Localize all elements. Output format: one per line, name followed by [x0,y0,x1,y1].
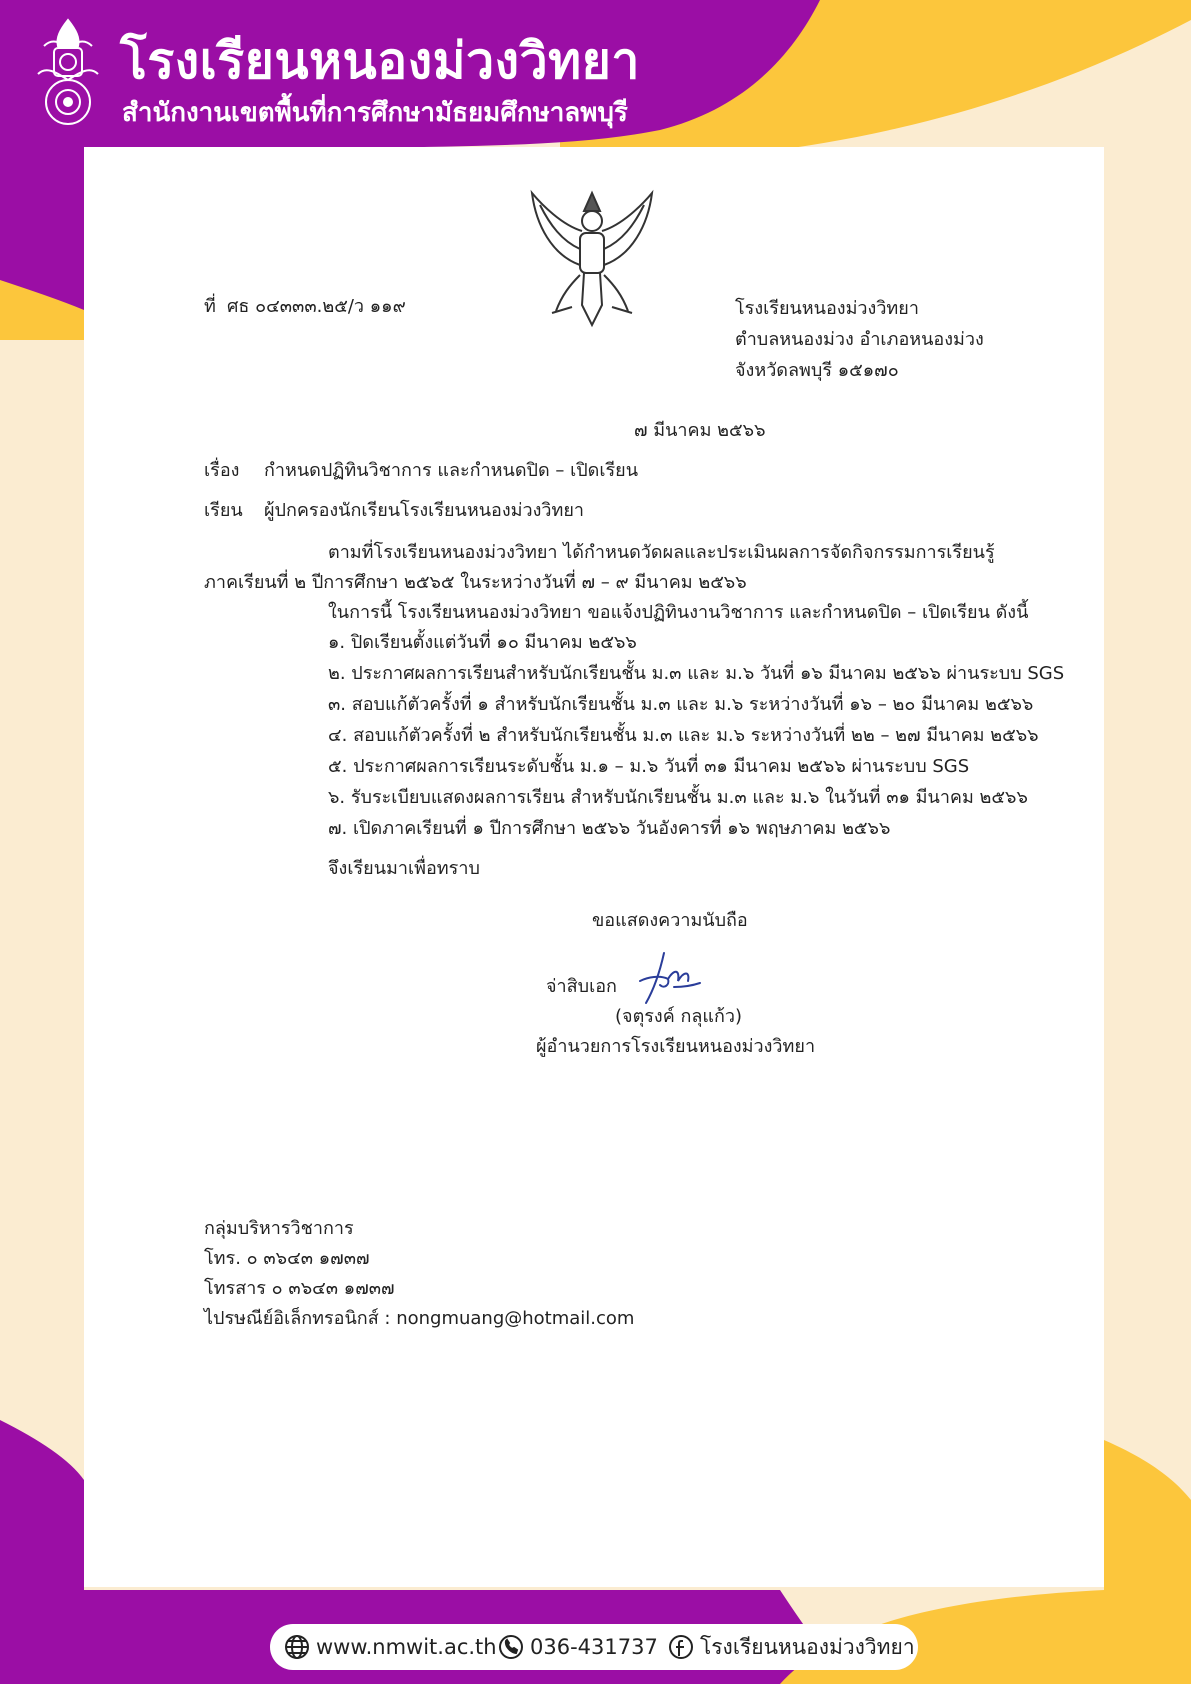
signer-name: (จตุรงค์ กลุแก้ว) [615,1006,743,1027]
list-item: ๔. สอบแก้ตัวครั้งที่ ๒ สำหรับนักเรียนชั้น ม.๓ และ ม.๖ ระหว่างวันที่ ๒๒ – ๒๗ มีนาคม ๒๕๖๖ [328,725,1039,746]
regards: ขอแสดงความนับถือ [592,910,748,931]
school-subtitle: สำนักงานเขตพื้นที่การศึกษามัธยมศึกษาลพบุรี [122,98,628,128]
address-line-1: โรงเรียนหนองม่วงวิทยา [735,298,919,319]
footer-phone-text: 036-431737 [530,1635,658,1659]
signer-rank: จ่าสิบเอก [546,976,617,997]
ref-label: ที่ [204,296,216,317]
garuda-emblem-icon [522,185,662,335]
footer-facebook[interactable] [668,1624,915,1670]
contact-phone: โทร. ๐ ๓๖๔๓ ๑๗๓๗ [204,1248,370,1269]
footer-facebook-text: โรงเรียนหนองม่วงวิทยา [700,1634,915,1659]
phone-icon [498,1634,524,1660]
paragraph-1-line-2: ภาคเรียนที่ ๒ ปีการศึกษา ๒๕๖๕ ในระหว่างวันที่ ๗ – ๙ มีนาคม ๒๕๖๖ [204,572,747,593]
contact-email: ไปรษณีย์อิเล็กทรอนิกส์ : nongmuang@hotmail.com [204,1308,635,1329]
address-line-2: ตำบลหนองม่วง อำเภอหนองม่วง [735,329,984,350]
paragraph-1-line-1: ตามที่โรงเรียนหนองม่วงวิทยา ได้กำหนดวัดผลและประเมินผลการจัดกิจกรรมการเรียนรู้ [328,542,995,563]
contact-fax: โทรสาร ๐ ๓๖๔๓ ๑๗๓๗ [204,1278,395,1299]
list-item: ๕. ประกาศผลการเรียนระดับชั้น ม.๑ – ม.๖ วันที่ ๓๑ มีนาคม ๒๕๖๖ ผ่านระบบ SGS [328,756,970,777]
closing-line: จึงเรียนมาเพื่อทราบ [328,858,480,879]
list-item: ๖. รับระเบียบแสดงผลการเรียน สำหรับนักเรียนชั้น ม.๓ และ ม.๖ ในวันที่ ๓๑ มีนาคม ๒๕๖๖ [328,787,1028,808]
list-item: ๓. สอบแก้ตัวครั้งที่ ๑ สำหรับนักเรียนชั้น ม.๓ และ ม.๖ ระหว่างวันที่ ๑๖ – ๒๐ มีนาคม ๒๕๖๖ [328,694,1034,715]
list-item: ๒. ประกาศผลการเรียนสำหรับนักเรียนชั้น ม.๓ และ ม.๖ วันที่ ๑๖ มีนาคม ๒๕๖๖ ผ่านระบบ SGS [328,663,1065,684]
contact-department: กลุ่มบริหารวิชาการ [204,1218,354,1239]
letter-paper [84,147,1104,1587]
list-item: ๑. ปิดเรียนตั้งแต่วันที่ ๑๐ มีนาคม ๒๕๖๖ [328,632,637,653]
footer-phone[interactable] [498,1624,658,1670]
header [0,0,1191,140]
to-label: เรียน [204,500,243,521]
footer-contact-bar [270,1624,918,1670]
school-emblem-icon [30,16,106,128]
subject-text: กำหนดปฏิทินวิชาการ และกำหนดปิด – เปิดเรียน [264,460,639,481]
footer-website-text: www.nmwit.ac.th [316,1635,497,1659]
letter-date: ๗ มีนาคม ๒๕๖๖ [634,420,766,441]
list-item: ๗. เปิดภาคเรียนที่ ๑ ปีการศึกษา ๒๕๖๖ วันอังคารที่ ๑๖ พฤษภาคม ๒๕๖๖ [328,818,891,839]
to-text: ผู้ปกครองนักเรียนโรงเรียนหนองม่วงวิทยา [264,500,585,521]
paragraph-2: ในการนี้ โรงเรียนหนองม่วงวิทยา ขอแจ้งปฏิทินงานวิชาการ และกำหนดปิด – เปิดเรียน ดังนี้ [328,602,1029,623]
school-name: โรงเรียนหนองม่วงวิทยา [120,32,640,90]
ref-number: ศธ ๐๔๓๓๓.๒๕/ว ๑๑๙ [227,296,406,317]
facebook-icon [668,1634,694,1660]
handwritten-signature-icon [634,949,704,1009]
subject-label: เรื่อง [204,460,240,481]
footer-website[interactable] [284,1624,497,1670]
signer-title: ผู้อำนวยการโรงเรียนหนองม่วงวิทยา [536,1036,816,1057]
globe-icon [284,1634,310,1660]
address-line-3: จังหวัดลพบุรี ๑๕๑๗๐ [735,360,899,381]
